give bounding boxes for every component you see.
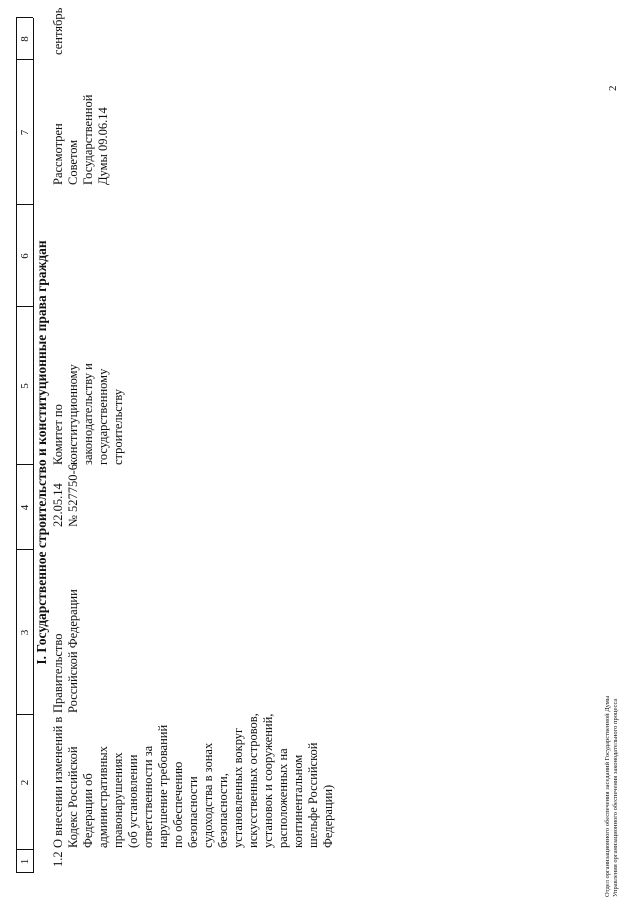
column-number-8: 8 xyxy=(19,36,31,42)
responsible-committee: Комитет по конституционному законодательству и государственному строительству xyxy=(51,363,125,465)
column-number-6: 6 xyxy=(19,253,31,259)
footer-line-2: Управления организационного обеспечения законодательного процесса xyxy=(612,698,619,897)
term-cell: сентябрь xyxy=(51,7,65,55)
status-cell: Рассмотрен Советом Государственной Думы 09.06.14 xyxy=(51,94,110,185)
row-number: 1.2 xyxy=(51,851,65,867)
introduction-date-and-number: 22.05.14 № 527750-6 xyxy=(51,464,80,527)
initiator: Правительство Российской Федерации xyxy=(51,589,80,713)
bill-title: О внесении изменений в Кодекс Российской Федерации об административных правонарушениях (об установлении ответственности за нарушение требований по обеспечению безопасности судоходства в зонах безопасности, установленных вокруг искусственных островов, установок и сооружений, расположенных на континентальном шельфе Российской Федерации) xyxy=(51,713,335,848)
column-number-4: 4 xyxy=(19,504,31,511)
column-number-1: 1 xyxy=(19,858,31,865)
column-number-5: 5 xyxy=(19,383,31,389)
column-number-3: 3 xyxy=(19,629,31,636)
section-title: I. Государственное строительство и конституционные права граждан xyxy=(34,240,49,665)
column-number-7: 7 xyxy=(19,129,31,136)
footer-line-1: Отдел организационного обеспечения заседаний Государственной Думы xyxy=(604,695,611,897)
column-number-2: 2 xyxy=(19,779,31,786)
page-number: 2 xyxy=(607,85,619,91)
